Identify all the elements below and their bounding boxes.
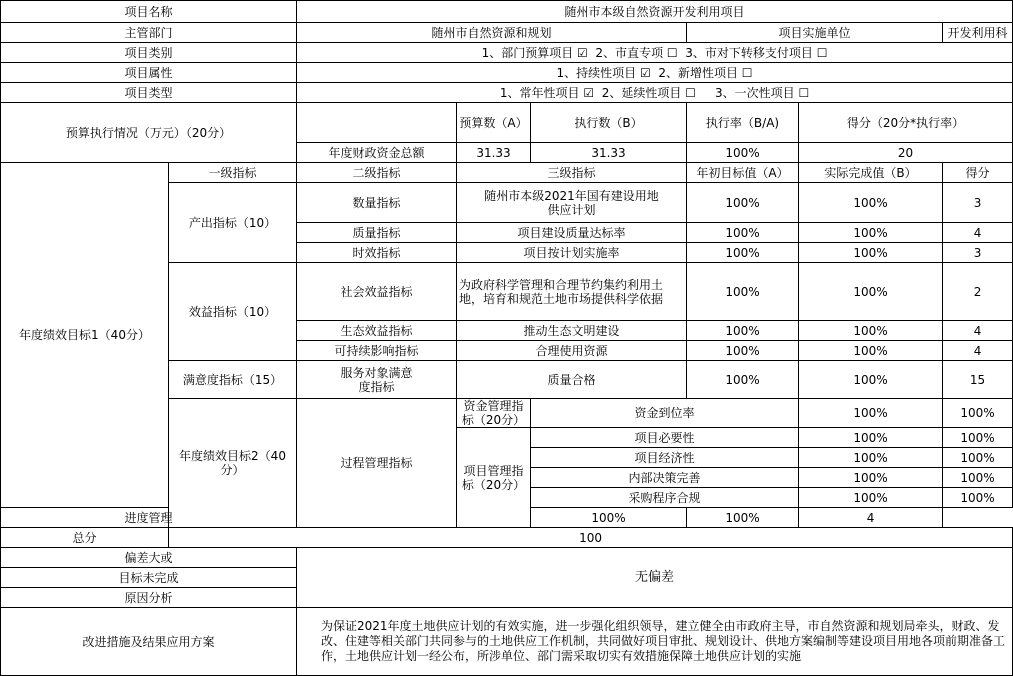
table-row-target: 100% [687, 223, 799, 243]
table-row-actual: 100% [799, 263, 943, 321]
table-row-l3: 项目经济性 [531, 448, 799, 468]
deviation-line1: 偏差大或 [1, 548, 297, 568]
table-row-target: 100% [799, 488, 943, 508]
table-row-actual: 100% [799, 243, 943, 263]
header-actual: 实际完成值（B） [799, 163, 943, 183]
budget-rate: 100% [687, 143, 799, 163]
type-label: 项目类型 [1, 83, 297, 103]
table-row-actual: 100% [799, 361, 943, 399]
table-row-actual: 100% [799, 223, 943, 243]
table-row-l3: 项目按计划实施率 [457, 243, 687, 263]
table-row-l3: 项目必要性 [531, 428, 799, 448]
satisfaction-indicator: 满意度指标（15） [169, 361, 297, 399]
table-row-actual: 100% [943, 448, 1013, 468]
impl-label: 项目实施单位 [687, 23, 943, 43]
improve-label: 改进措施及结果应用方案 [1, 608, 297, 676]
table-row-score: 2 [943, 263, 1013, 321]
goal1-label: 年度绩效目标1（40分） [1, 163, 169, 508]
table-row-target: 100% [687, 183, 799, 223]
table-row-actual: 100% [943, 428, 1013, 448]
table-row-actual: 100% [799, 321, 943, 341]
table-row-score: 4 [943, 321, 1013, 341]
header-l3: 三级指标 [457, 163, 687, 183]
table-row-l3: 合理使用资源 [457, 341, 687, 361]
table-row-actual: 100% [943, 399, 1013, 428]
total-label: 总分 [1, 528, 169, 548]
table-row-l3: 随州市本级2021年国有建设用地供应计划 [457, 183, 687, 223]
table-row-score: 3 [943, 243, 1013, 263]
table-row-l2: 数量指标 [297, 183, 457, 223]
budget-col-b: 执行数（B） [531, 103, 687, 143]
output-indicator: 产出指标（10） [169, 183, 297, 263]
budget-row-label: 年度财政资金总额 [297, 143, 457, 163]
table-row-target: 100% [687, 341, 799, 361]
table-row-l3: 为政府科学管理和合理节约集约利用土地，培育和规范土地市场提供科学依据 [457, 263, 687, 321]
table-row-l2: 服务对象满意度指标 [297, 361, 457, 399]
budget-a: 31.33 [457, 143, 531, 163]
table-row-target: 100% [799, 448, 943, 468]
benefit-indicator: 效益指标（10） [169, 263, 297, 361]
table-row-l3: 资金到位率 [531, 399, 799, 428]
table-row-target: 100% [531, 508, 687, 528]
deviation-line3: 原因分析 [1, 588, 297, 608]
table-row-score: 4 [943, 341, 1013, 361]
table-row-target: 100% [687, 243, 799, 263]
table-row-l3: 内部决策完善 [531, 468, 799, 488]
table-row-actual: 100% [799, 341, 943, 361]
table-row-score: 4 [799, 508, 943, 528]
budget-col-rate: 执行率（B/A) [687, 103, 799, 143]
header-l1: 一级指标 [169, 163, 297, 183]
impl-value: 开发利用科 [943, 23, 1013, 43]
table-row-target: 100% [799, 468, 943, 488]
table-row-l3: 进度管理 [1, 508, 297, 528]
table-row-l3: 项目建设质量达标率 [457, 223, 687, 243]
table-row-l3: 采购程序合规 [531, 488, 799, 508]
header-target: 年初目标值（A） [687, 163, 799, 183]
table-row-actual: 100% [799, 183, 943, 223]
budget-col-a: 预算数（A） [457, 103, 531, 143]
deviation-line2: 目标未完成 [1, 568, 297, 588]
table-row-l2: 生态效益指标 [297, 321, 457, 341]
table-row-l2: 社会效益指标 [297, 263, 457, 321]
table-row-l2: 时效指标 [297, 243, 457, 263]
attr-value: 1、持续性项目 ☑ 2、新增性项目 ☐ [297, 63, 1013, 83]
budget-score: 20 [799, 143, 1013, 163]
type-value: 1、常年性项目 ☑ 2、延续性项目 ☐ 3、一次性项目 ☐ [297, 83, 1013, 103]
improve-value: 为保证2021年度土地供应计划的有效实施，进一步强化组织领导，建立健全由市政府主导，市自然资源和规划局牵头，财政、发改、住建等相关部门共同参与的土地供应工作机制，共同做好项目审批、规划设计、供地方案编制等建设项目用地各项前期准备工作，土地供应计划一经公布，所涉单位、部门需采取切实有效措施保障土地供应计划的实施 [297, 608, 1013, 676]
budget-col-score: 得分（20分*执行率） [799, 103, 1013, 143]
table-row-target: 100% [799, 399, 943, 428]
table-row-l2: 可持续影响指标 [297, 341, 457, 361]
process-indicator: 过程管理指标 [297, 399, 457, 528]
table-row-score: 3 [943, 183, 1013, 223]
table-row-score: 4 [943, 223, 1013, 243]
table-row-target: 100% [687, 321, 799, 341]
table-row-actual: 100% [687, 508, 799, 528]
table-row-target: 100% [687, 361, 799, 399]
table-row-score: 15 [943, 361, 1013, 399]
project-name-value: 随州市本级自然资源开发利用项目 [297, 1, 1013, 23]
table-row-l3: 推动生态文明建设 [457, 321, 687, 341]
fund-indicator: 资金管理指标（20分） [457, 399, 531, 428]
table-row-target: 100% [799, 428, 943, 448]
budget-b: 31.33 [531, 143, 687, 163]
project-mgmt-indicator: 项目管理指标（20分） [457, 428, 531, 528]
budget-blank [297, 103, 457, 143]
table-row-actual: 100% [943, 468, 1013, 488]
deviation-value: 无偏差 [297, 548, 1013, 608]
table-row-l3: 质量合格 [457, 361, 687, 399]
budget-label: 预算执行情况（万元）（20分） [1, 103, 297, 163]
goal2-label: 年度绩效目标2（40分） [169, 399, 297, 528]
category-label: 项目类别 [1, 43, 297, 63]
header-l2: 二级指标 [297, 163, 457, 183]
table-row-actual: 100% [943, 488, 1013, 508]
category-value: 1、部门预算项目 ☑ 2、市直专项 ☐ 3、市对下转移支付项目 ☐ [297, 43, 1013, 63]
dept-label: 主管部门 [1, 23, 297, 43]
attr-label: 项目属性 [1, 63, 297, 83]
table-row-target: 100% [687, 263, 799, 321]
table-row-l2: 质量指标 [297, 223, 457, 243]
project-name-label: 项目名称 [1, 1, 297, 23]
header-score: 得分 [943, 163, 1013, 183]
dept-value: 随州市自然资源和规划 [297, 23, 687, 43]
total-value: 100 [169, 528, 1013, 548]
